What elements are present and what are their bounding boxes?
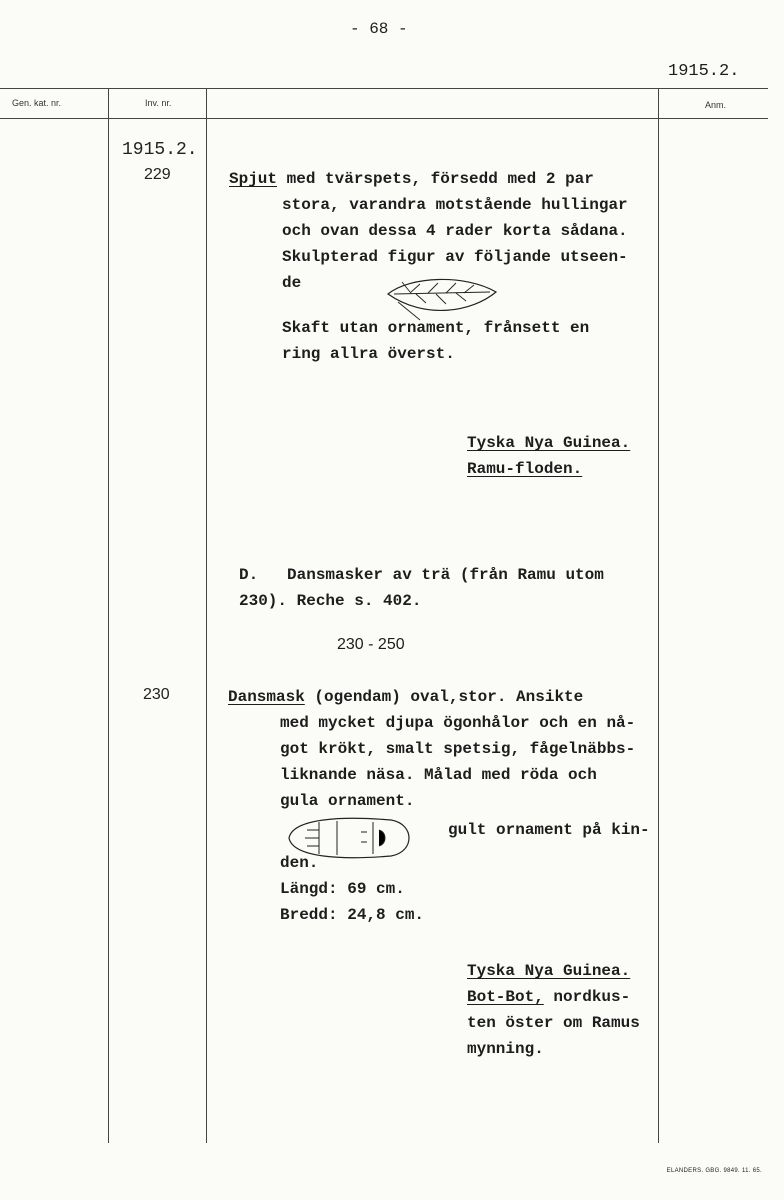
col-gen-label: Gen. kat. nr. [12,98,62,108]
inv-230: 230 [143,686,170,703]
spjut-shaft: Skaft utan ornament, frånsett en ring allra överst. [282,319,590,363]
dansmask-dimensions: den. Längd: 69 cm. Bredd: 24,8 cm. [280,854,425,924]
col-rule-3 [658,88,659,1143]
header-bottom-rule [0,118,768,119]
printer-imprint: ELANDERS. GBG. 9849. 11. 65. [666,1168,762,1174]
section-d: D. Dansmasker av trä (från Ramu utom 230). Reche s. 402. [239,566,604,610]
header-top-rule [0,88,768,89]
range-label: 230 - 250 [337,636,405,653]
col-rule-1 [108,88,109,1143]
origin-2: Tyska Nya Guinea. Bot-Bot, nordkus- ten öster om Ramus mynning. [467,962,640,1058]
dansmask-ornament-note: gult ornament på kin- [448,821,650,839]
header-year: 1915.2. [668,62,740,81]
col-rule-2 [206,88,207,1143]
inv-year: 1915.2. [122,140,198,160]
spjut-description: Spjut med tvärspets, försedd med 2 par stora, varandra motstående hullingar och ovan dessa 4 rader korta sådana. Skulpterad figur av följande utseen- de [229,170,628,292]
spjut-word: Spjut [229,170,278,188]
inv-229: 229 [144,166,171,183]
page-number: - 68 - [350,20,408,38]
dansmask-description: Dansmask (ogendam) oval,stor. Ansikte med mycket djupa ögonhålor och en nå- got krökt, smalt spetsig, fågelnäbbs- liknande näsa. Målad med röda och gula ornament. [228,688,636,810]
col-anm-label: Anm. [705,100,727,110]
col-inv-label: Inv. nr. [145,98,172,108]
dansmask-word: Dansmask [228,688,305,706]
origin-1: Tyska Nya Guinea. Ramu-floden. [467,434,631,478]
